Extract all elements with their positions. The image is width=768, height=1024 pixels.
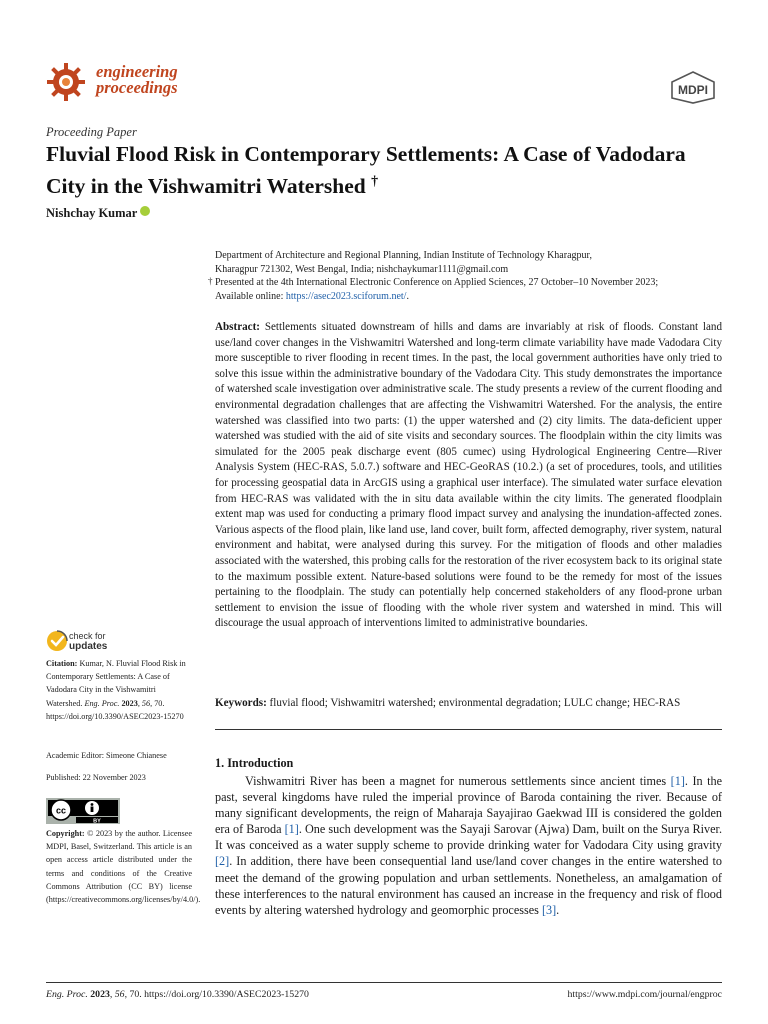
abstract-label: Abstract:: [215, 321, 260, 333]
section-divider: [215, 729, 722, 730]
affiliation-line2: Kharagpur 721302, West Bengal, India; nishchaykumar1111@gmail.com: [215, 263, 509, 275]
footer-journal-url[interactable]: https://www.mdpi.com/journal/engproc: [567, 989, 722, 1000]
conference-note-suffix: .: [406, 290, 409, 302]
citation-link[interactable]: [1]: [284, 822, 299, 837]
conference-note-line1: Presented at the 4th International Electronic Conference on Applied Sciences, 27 October–10 November 2023;: [215, 277, 659, 288]
conference-note-mark: †: [208, 276, 213, 286]
journal-name: [96, 64, 178, 96]
citation-journal: Eng. Proc.: [84, 698, 120, 708]
footer-citation: Eng. Proc. 2023, 56, 70. https://doi.org/10.3390/ASEC2023-15270: [46, 989, 309, 1000]
conference-note: [208, 276, 725, 290]
journal-name-line2: proceedings: [96, 78, 178, 97]
mdpi-logo-icon: [668, 70, 718, 104]
academic-editor: Academic Editor: Simeone Chianese: [46, 751, 167, 760]
paper-title-text: Fluvial Flood Risk in Contemporary Settlements: A Case of Vadodara City in the Vishwamitri Watershed: [46, 142, 686, 199]
affiliation-line1: Department of Architecture and Regional Planning, Indian Institute of Technology Kharagpur,: [215, 250, 592, 261]
citation-link[interactable]: [1]: [670, 774, 685, 788]
keywords-text: fluvial flood; Vishwamitri watershed; environmental degradation; LULC change; HEC-RAS: [269, 697, 681, 709]
citation-text: Kumar, N. Fluvial Flood Risk in Contemporary Settlements: A Case of Vadodara City in the Vishwamitri Watershed.: [46, 659, 186, 708]
check-line1: check for: [69, 631, 106, 641]
title-footnote-mark: †: [371, 174, 379, 189]
intro-text-4: . In addition, there have been consequential land use/land cover changes in the entire watershed to meet the demand of the growing population and urban settlements. Nonetheless, an amalgamation of these interferences to the natural environment has caused an increase in the frequency and risk of flood events by altering watershed hydrology and geomorphic processes: [215, 854, 722, 917]
check-for-updates-icon: [46, 630, 68, 652]
cc-by-license-icon[interactable]: [46, 798, 120, 824]
affiliation-block: [208, 249, 725, 303]
check-for-updates-text: [69, 631, 107, 652]
footer-divider: [46, 982, 722, 983]
orcid-icon[interactable]: [140, 206, 150, 216]
copyright-block: [46, 827, 201, 906]
citation-label: Citation:: [46, 659, 78, 668]
svg-text:cc: cc: [55, 805, 67, 816]
available-online-label: Available online:: [215, 290, 284, 302]
keywords-label: Keywords:: [215, 697, 267, 709]
intro-text-5: .: [556, 902, 560, 917]
intro-text-2: . In the past, several kingdoms have ruled the imperial province of Baroda containing the river. Because of many significant developments, the reign of Maharaja Sayajirao Gaekwad III is considered the golden era of Baroda: [215, 774, 722, 837]
citation-year: 2023: [121, 698, 138, 708]
footer-doi[interactable]: , 70. https://doi.org/10.3390/ASEC2023-15270: [124, 989, 309, 1000]
citation-block: Citation: Kumar, N. Fluvial Flood Risk in Contemporary Settlements: A Case of Vadodara City in the Vishwamitri Watershed. Eng. Proc. 2023, 56, 70. https://doi.org/10.3390/ASEC2023-15270: [46, 659, 186, 721]
intro-text-1: Vishwamitri River has been a magnet for numerous settlements since ancient times: [245, 774, 667, 788]
paper-type: Proceeding Paper: [46, 125, 137, 139]
published-date: Published: 22 November 2023: [46, 773, 146, 782]
keywords: [215, 696, 722, 711]
intro-text-3: . One such development was the Sayaji Sarovar (Ajwa) Dam, built on the Surya River. It was conceived as a water supply scheme to provide drinking water for Vadodara City using gravity: [215, 822, 722, 853]
paper-title: [46, 141, 726, 200]
conference-note-line2: [215, 290, 725, 304]
journal-logo-icon: [46, 62, 86, 102]
citation-link[interactable]: [3]: [541, 902, 557, 917]
publisher-name: MDPI: [678, 83, 708, 97]
footer-journal: Eng. Proc.: [46, 989, 88, 1000]
introduction-paragraph: [215, 773, 722, 918]
citation-volume: 56: [141, 698, 151, 708]
copyright-label: Copyright:: [46, 829, 85, 838]
citation-doi[interactable]: , 70. https://doi.org/10.3390/ASEC2023-15270: [46, 698, 184, 721]
section-heading-introduction: 1. Introduction: [215, 756, 294, 770]
check-line2: updates: [69, 641, 108, 652]
citation-link[interactable]: [2]: [215, 854, 230, 869]
journal-name-line1: engineering: [96, 62, 178, 81]
copyright-text: © 2023 by the author. Licensee MDPI, Basel, Switzerland. This article is an open access article distributed under the terms and conditions of the Creative Commons Attribution (CC BY) license (https://creativecommons.org/licenses/by/4.0/).: [46, 829, 201, 905]
author-name[interactable]: Nishchay Kumar: [46, 206, 138, 220]
cc-by-text: BY: [93, 818, 101, 824]
author: [46, 206, 150, 221]
footer-year: 2023: [90, 989, 110, 1000]
conference-url-link[interactable]: https://asec2023.sciforum.net/: [285, 290, 407, 302]
abstract: [215, 320, 722, 632]
check-for-updates-badge[interactable]: [46, 630, 126, 652]
abstract-text: Settlements situated downstream of hills and dams are invariably at risk of floods. Constant land use/land cover changes in the Vishwamitri Watershed and long-term climate variability have made Vadodara City more susceptible to river flooding in recent times. In the past, the local government authorities have only tried to solve this issue within the administrative boundary of the Vadodara City. This study demonstrates the importance of watershed scale investigation over administrative scale. The study presents a review of the current flooding and environmental degradation challenges that are affecting the Vishwamitri Watershed. For the analysis, the entire watershed was classified into two parts: (1) the upper watershed and (2) city limits. The data-deficient upper watershed was studied with the aid of site visits and secondary sources. The floodplain within the city limits was simulated for the 2005 peak discharge event (805 cumec) using Hydrological Engineering Centre—River Analysis System (HEC-RAS, 5.0.7.) software and HEC-GeoRAS (10.2.) (a set of procedures, tools, and utilities for processing geospatial data in ArcGIS using a graphical user interface). The simulated water surface elevation from HEC-RAS was validated with the in situ data available within the city limits. The generated floodplain extent map was used for conducting a primary flood impact survey and analysing the inundation-affected zones. Various aspects of the flood plain, like land use, land cover, built form, affected demography, river system, natural environment and habitat, were analysed during this survey. For the mitigation of floods and other maladies associated with the watershed, this probing calls for the restoration of the river ecosystem back to its original state to the maximum possible extent. Nature-based solutions were found to be the remedy for most of the issues pertaining to the floodplain. The study can potentially help concerned stakeholders of any flood-prone urban settlement to envision the issue of flooding with the whole river system and watershed in mind. This will discourage the usual approach of interventions limited to administrative boundaries.: [215, 321, 722, 630]
footer-volume: 56: [114, 989, 125, 1000]
